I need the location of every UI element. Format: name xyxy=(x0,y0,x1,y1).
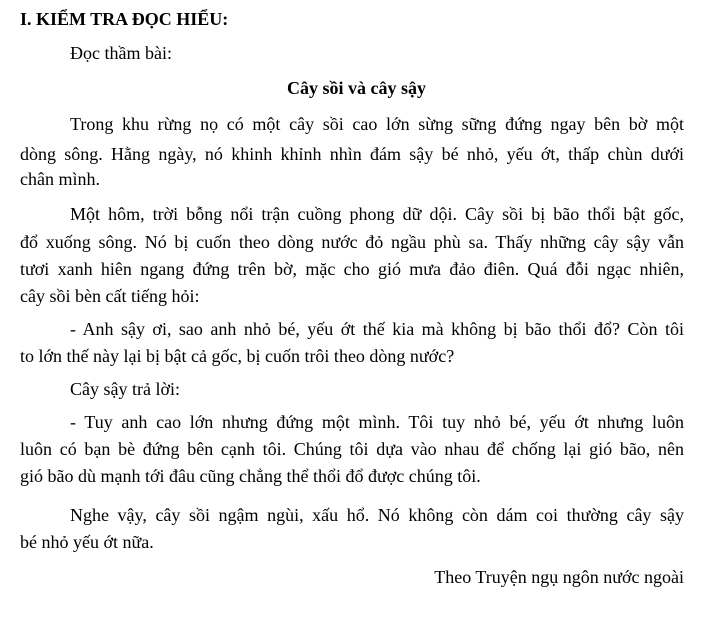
paragraph-line: gió bão dù mạnh tới đâu cũng chẳng thể thổi đổ được chúng tôi. xyxy=(20,466,481,486)
paragraph-line: bé nhỏ yếu ớt nữa. xyxy=(20,532,154,552)
section-heading: I. KIỂM TRA ĐỌC HIỂU: xyxy=(20,9,229,29)
source-attribution: Theo Truyện ngụ ngôn nước ngoài xyxy=(434,567,684,587)
paragraph-line: Nghe vậy, cây sồi ngậm ngùi, xấu hổ. Nó không còn dám coi thường cây sậy xyxy=(70,505,684,525)
paragraph-line: tươi xanh hiên ngang đứng trên bờ, mặc cho gió mưa đảo điên. Quá đỗi ngạc nhiên, xyxy=(20,259,684,279)
paragraph-line: - Tuy anh cao lớn nhưng đứng một mình. Tôi tuy nhỏ bé, yếu ớt nhưng luôn xyxy=(70,412,684,432)
paragraph-line: luôn có bạn bè đứng bên cạnh tôi. Chúng tôi dựa vào nhau để chống lại gió bão, nên xyxy=(20,439,684,459)
paragraph-line: Cây sậy trả lời: xyxy=(70,379,180,399)
paragraph-line: dòng sông. Hằng ngày, nó khinh khỉnh nhìn đám sậy bé nhỏ, yếu ớt, thấp chùn dưới xyxy=(20,144,684,164)
paragraph-line: to lớn thế này lại bị bật cả gốc, bị cuốn trôi theo dòng nước? xyxy=(20,346,455,366)
story-title: Cây sồi và cây sậy xyxy=(287,78,426,98)
paragraph-line: cây sồi bèn cất tiếng hỏi: xyxy=(20,286,200,306)
paragraph-line: - Anh sậy ơi, sao anh nhỏ bé, yếu ớt thế kia mà không bị bão thổi đổ? Còn tôi xyxy=(70,319,684,339)
paragraph-line: đổ xuống sông. Nó bị cuốn theo dòng nước đỏ ngầu phù sa. Thấy những cây sậy vẫn xyxy=(20,232,684,252)
paragraph-line: Trong khu rừng nọ có một cây sồi cao lớn sừng sững đứng ngay bên bờ một xyxy=(70,114,684,134)
paragraph-line: Một hôm, trời bỗng nổi trận cuồng phong dữ dội. Cây sồi bị bão thổi bật gốc, xyxy=(70,204,684,224)
reading-instruction: Đọc thầm bài: xyxy=(70,43,172,63)
paragraph-line: chân mình. xyxy=(20,169,100,189)
